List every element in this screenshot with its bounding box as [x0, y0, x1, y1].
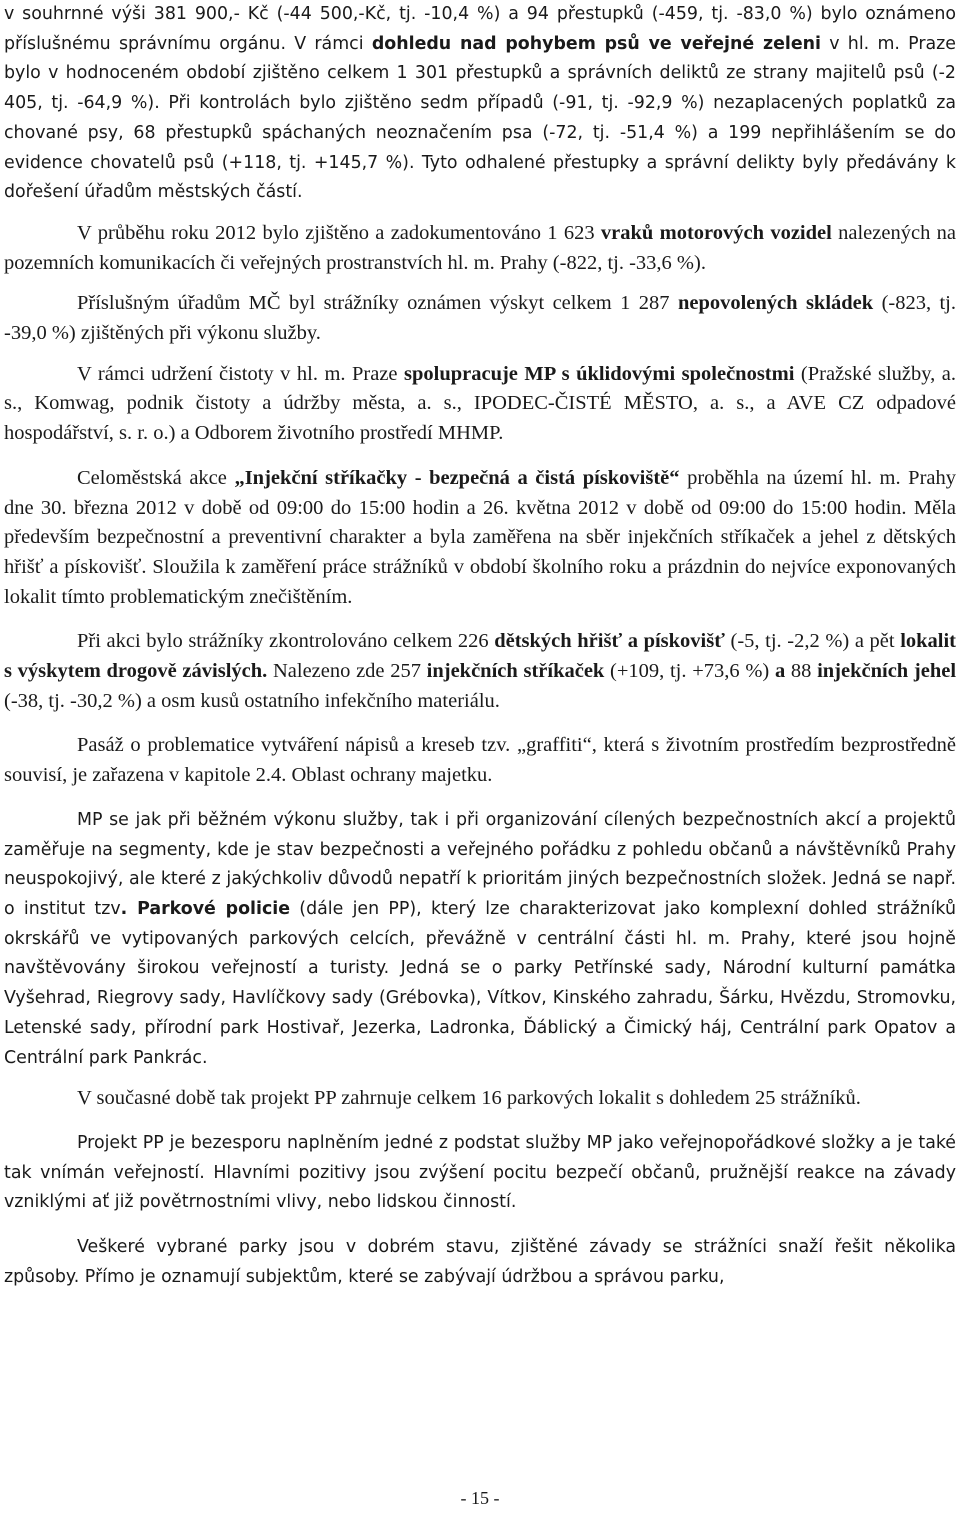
paragraph-syringe-campaign: [4, 464, 956, 613]
bold-text-run: vraků motorových vozidel: [600, 221, 832, 244]
paragraph-park-condition: [4, 1233, 956, 1292]
text-run: v souhrnné výši 381 900,- Kč (-44 500,-Kč, tj. -10,4 %) a 94 přestupků (-459, tj. -83,0 %) bylo oznámeno příslušnému správnímu orgánu. V rámci: [4, 4, 956, 54]
bold-text-run: dohledu nad pohybem psů ve veřejné zeleni: [371, 33, 821, 54]
text-run: Příslušným úřadům MČ byl strážníky oznámen výskyt celkem 1 287: [77, 292, 678, 315]
paragraph-park-count: [4, 1084, 956, 1114]
text-run: nalezených na pozemních komunikacích či veřejných prostranstvích hl. m. Prahy (-822, tj. -33,6 %).: [4, 221, 956, 274]
text-run: v hl. m. Praze bylo v hodnoceném období zjištěno celkem 1 301 přestupků a správních deliktů ze strany majitelů psů (-2 405, tj. -64,9 %). Při kontrolách bylo zjištěno sedm případů (-91, tj. -92,9 %) nezaplacených poplatků za chované psy, 68 přestupků spáchaných neoznačením psa (-72, tj. -51,4 %) a 199 nepřihlášením se do evidence chovatelů psů (+118, tj. +145,7 %). Tyto odhalené přestupky a správní delikty byly předávány k dořešení úřadům městských částí.: [4, 33, 956, 203]
bold-text-run: „Injekční stříkačky - bezpečná a čistá pískoviště“: [234, 466, 680, 489]
text-run: V rámci udržení čistoty v hl. m. Praze: [77, 362, 404, 385]
bold-text-run: injekčních jehel: [817, 660, 957, 683]
text-run: (+109, tj. +73,6 %): [604, 660, 775, 683]
text-run: Nalezeno zde 257: [267, 660, 427, 683]
text-run: Při akci bylo strážníky zkontrolováno celkem 226: [77, 630, 495, 653]
text-run: V průběhu roku 2012 bylo zjištěno a zadokumentováno 1 623: [77, 221, 601, 244]
text-run: (dále jen PP), který lze charakterizovat jako komplexní dohled strážníků okrskářů ve vytipovaných parkových celcích, převážně v centrální části hl. m. Prahy, které jsou hojně navštěvovány širokou veřejností a turisty. Jedná se o parky Petřínské sady, Národní kulturní památka Vyšehrad, Riegrovy sady, Havlíčkovy sady (Grébovka), Vítkov, Kinského zahradu, Šárku, Hvězdu, Stromovku, Letenské sady, přírodní park Hostivař, Jezerka, Ladronka, Ďáblický a Čimický háj, Centrální park Opatov a Centrální park Pankrác.: [4, 898, 956, 1068]
paragraph-dog-offences: [4, 0, 956, 208]
text-run: (-38, tj. -30,2 %) a osm kusů ostatního infekčního materiálu.: [4, 689, 500, 712]
paragraph-park-police: [4, 806, 956, 1073]
text-run: (-5, tj. -2,2 %) a pět: [724, 630, 901, 653]
page-number: - 15 -: [460, 1488, 500, 1508]
text-run: V současné době tak projekt PP zahrnuje celkem 16 parkových lokalit s dohledem 25 strážníků.: [77, 1087, 861, 1110]
text-run: (-823, tj. -39,0 %) zjištěných při výkonu služby.: [4, 292, 957, 345]
paragraph-project-benefits: [4, 1129, 956, 1218]
text-run: 88: [785, 660, 818, 683]
paragraph-cleaning-cooperation: [4, 360, 956, 449]
bold-text-run: dětských hřišť a pískovišť: [494, 630, 725, 653]
paragraph-graffiti-note: [4, 731, 956, 790]
text-run: Celoměstská akce: [77, 466, 235, 489]
text-run: proběhla na území hl. m. Prahy dne 30. března 2012 v době od 09:00 do 15:00 hodin a 26. května 2012 v době od 09:00 do 15:00 hodin. Měla především bezpečnostní a preventivní charakter a byla zaměřena na sběr injekčních stříkaček a jehel z dětských hřišť a pískovišť. Sloužila k zaměření práce strážníků v období školního roku a prázdnin do nejvíce exponovaných lokalit tímto problematickým znečištěním.: [4, 466, 956, 608]
bold-text-run: . Parkové policie: [120, 898, 291, 919]
document-page: [4, 0, 956, 1292]
paragraph-vehicle-wrecks: [4, 219, 956, 278]
bold-text-run: injekčních stříkaček: [426, 660, 605, 683]
text-run: (Pražské služby, a. s., Komwag, podnik čistoty a údržby města, a. s., IPODEC-ČISTÉ MĚSTO, a. s., a AVE CZ odpadové hospodářství, s. r. o.) a Odborem životního prostředí MHMP.: [4, 362, 956, 445]
text-run: Veškeré vybrané parky jsou v dobrém stavu, zjištěné závady se strážníci snaží řešit několika způsoby. Přímo je oznamují subjektům, které se zabývají údržbou a správou parku,: [4, 1237, 956, 1287]
bold-text-run: spolupracuje MP s úklidovými společnostmi: [404, 362, 795, 385]
bold-text-run: nepovolených skládek: [677, 292, 874, 315]
text-run: MP se jak při běžném výkonu služby, tak i při organizování cílených bezpečnostních akcí a projektů zaměřuje na segmenty, kde je stav bezpečnosti a veřejného pořádku z pohledu občanů a návštěvníků Prahy neuspokojivý, ale které z jakýchkoliv důvodů nepatří k prioritám jiných bezpečnostních složek. Jedná se např. o institut tzv: [4, 809, 956, 919]
paragraph-illegal-dumps: [4, 289, 956, 348]
bold-text-run: lokalit s výskytem drogově závislých.: [4, 630, 957, 683]
bold-text-run: a: [774, 660, 786, 683]
text-run: Projekt PP je bezesporu naplněním jedné z podstat služby MP jako veřejnopořádkové složky a je také tak vnímán veřejností. Hlavními pozitivy jsou zvýšení pocitu bezpečí občanů, pružnější reakce na závady vzniklými ať již povětrnostními vlivy, nebo lidskou činností.: [4, 1132, 956, 1213]
text-run: Pasáž o problematice vytváření nápisů a kreseb tzv. „graffiti“, která s životním prostředím bezprostředně souvisí, je zařazena v kapitole 2.4. Oblast ochrany majetku.: [4, 734, 956, 787]
paragraph-playground-inspection: [4, 627, 956, 716]
